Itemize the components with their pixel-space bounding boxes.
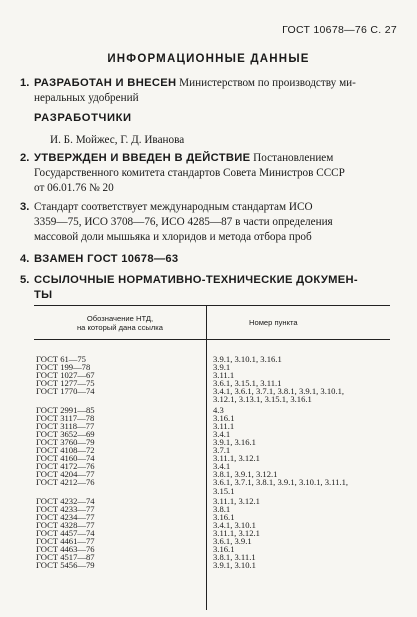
table-cell-doc: ГОСТ 3652—69 [36,428,95,439]
table-cell-items-line: 4.3 [213,404,224,415]
table-cell-items-line: 3.9.1, 3.16.1 [213,436,256,447]
table-cell-items-line: 3.4.1, 3.10.1 [213,519,256,530]
table-cell-items [206,497,390,505]
table-cell-doc: ГОСТ 4212—76 [36,477,95,488]
section-3 [20,200,395,245]
table-cell-doc: ГОСТ 1277—75 [36,378,95,389]
table-cell-doc: ГОСТ 4517—87 [36,552,95,563]
table-cell-doc: ГОСТ 3118—77 [36,420,95,431]
table-cell-doc: ГОСТ 4234—77 [36,511,95,522]
section-text: Стандарт соответствует международным стандартам ИСО [34,201,313,213]
section-number: 1. [20,77,30,89]
table-cell-doc: ГОСТ 4160—74 [36,453,95,464]
table-cell-items-line: 3.9.1, 3.10.1, 3.16.1 [213,354,282,364]
document-title: ИНФОРМАЦИОННЫЕ ДАННЫЕ [107,53,310,65]
developers-block [20,111,395,148]
table-cell-items-line: 3.16.1 [213,511,235,522]
table-cell-doc: ГОСТ 2991—85 [36,404,95,415]
reference-table [34,305,390,610]
table-cell-items-line: 3.6.1, 3.9.1 [213,536,252,547]
table-cell-items [206,454,390,462]
section-number: 2. [20,152,30,164]
page-header: ГОСТ 10678—76 С. 27 [282,24,397,36]
table-cell-doc: ГОСТ 4108—72 [36,445,95,456]
section-lead: ТЫ [34,289,53,301]
section-5 [20,273,395,303]
table-cell-doc: ГОСТ 4457—74 [36,527,95,538]
table-rows [34,340,390,569]
developers-heading: РАЗРАБОТЧИКИ [34,112,132,124]
table-cell-items-line: 3.15.1 [213,485,235,496]
section-lead: ВЗАМЕН ГОСТ 10678—63 [34,253,179,265]
section-lead: УТВЕРЖДЕН И ВВЕДЕН В ДЕЙСТВИЕ [34,152,251,164]
table-header-left-line: Обозначение НТД, [86,313,154,323]
section-number: 3. [20,201,30,213]
developers-names: И. Б. Мойжес, Г. Д. Иванова [50,134,185,146]
section-text: Государственного комитета стандартов Совета Министров СССР [34,167,345,179]
section-number: 4. [20,253,30,265]
table-row [34,561,390,569]
table-cell-items-line: 3.8.1, 3.9.1, 3.12.1 [213,469,278,480]
section-4 [20,252,395,267]
section-text: неральных удобрений [34,92,139,104]
table-cell-items-line: 3.16.1 [213,544,235,555]
table-cell-items-line: 3.9.1, 3.10.1 [213,560,256,571]
table-cell-items-line: 3.8.1, 3.11.1 [213,552,256,563]
section-2 [20,151,395,196]
table-column-divider [206,340,207,610]
table-cell-doc: ГОСТ 4463—76 [36,544,95,555]
table-cell-doc: ГОСТ 4232—74 [36,495,95,506]
table-cell-items-line: 3.7.1 [213,445,231,456]
table-cell-doc: ГОСТ 4328—77 [36,519,95,530]
table-cell-items [206,561,390,569]
section-text: Постановлением [250,152,334,164]
table-cell-items-line: 3.9.1 [213,362,231,373]
table-cell-items-line: 3.8.1 [213,503,231,514]
table-cell-items [206,422,390,430]
section-text: Министерством по производству ми- [176,77,356,89]
section-text: от 06.01.76 № 20 [34,182,114,194]
table-cell-doc: ГОСТ 4233—77 [36,503,95,514]
table-cell-items [206,478,390,494]
table-cell-items [206,438,390,446]
table-row [34,387,390,403]
table-cell-items [206,355,390,363]
table-body [34,340,390,610]
table-header-left-line: на который дана ссылка [76,322,163,332]
table-cell-doc: ГОСТ 1027—67 [36,370,95,381]
table-cell-doc: ГОСТ 199—78 [36,362,91,373]
table-row [34,478,390,494]
table-cell-doc: ГОСТ 4204—77 [36,469,95,480]
table-cell-items-line: 3.4.1 [213,428,231,439]
table-cell-items-line: 3.16.1 [213,412,235,423]
table-cell-doc: ГОСТ 4172—76 [36,461,95,472]
table-cell-items-line: 3.11.1, 3.12.1 [213,495,260,506]
section-lead: ССЫЛОЧНЫЕ НОРМАТИВНО-ТЕХНИЧЕСКИЕ ДОКУМЕН- [34,274,358,286]
table-cell-items-line: 3.4.1 [213,461,231,472]
table-cell-items-line: 3.11.1 [213,370,235,381]
table-cell-items-line: 3.12.1, 3.13.1, 3.15.1, 3.16.1 [213,394,312,405]
section-lead: РАЗРАБОТАН И ВНЕСЕН [34,77,177,89]
table-header [34,305,390,340]
table-cell-doc: ГОСТ 4461—77 [36,536,95,547]
section-1 [20,76,395,106]
table-header-right: Номер пункта [249,318,298,327]
table-cell-doc: ГОСТ 3117—78 [36,412,95,423]
table-cell-doc: ГОСТ 1770—74 [36,386,95,397]
table-cell-items-line: 3.6.1, 3.7.1, 3.8.1, 3.9.1, 3.10.1, 3.11.1, [213,477,349,488]
table-cell-items-line: 3.11.1, 3.12.1 [213,527,260,538]
table-cell-items [206,387,390,403]
section-number: 5. [20,274,30,286]
table-cell-items-line: 3.4.1, 3.6.1, 3.7.1, 3.8.1, 3.9.1, 3.10.1, [213,386,345,397]
table-cell-doc: ГОСТ 61—75 [36,354,86,364]
table-cell-items-line: 3.6.1, 3.15.1, 3.11.1 [213,378,282,389]
table-cell-doc: ГОСТ 3760—79 [36,436,95,447]
section-text: 3359—75, ИСО 3708—76, ИСО 4285—87 в части определения [34,216,333,228]
table-header-left [34,306,207,339]
table-cell-items-line: 3.11.1, 3.12.1 [213,453,260,464]
table-cell-doc: ГОСТ 5456—79 [36,560,95,571]
section-text: массовой доли мышьяка и хлоридов и метода отбора проб [34,231,312,243]
table-cell-items-line: 3.11.1 [213,420,235,431]
